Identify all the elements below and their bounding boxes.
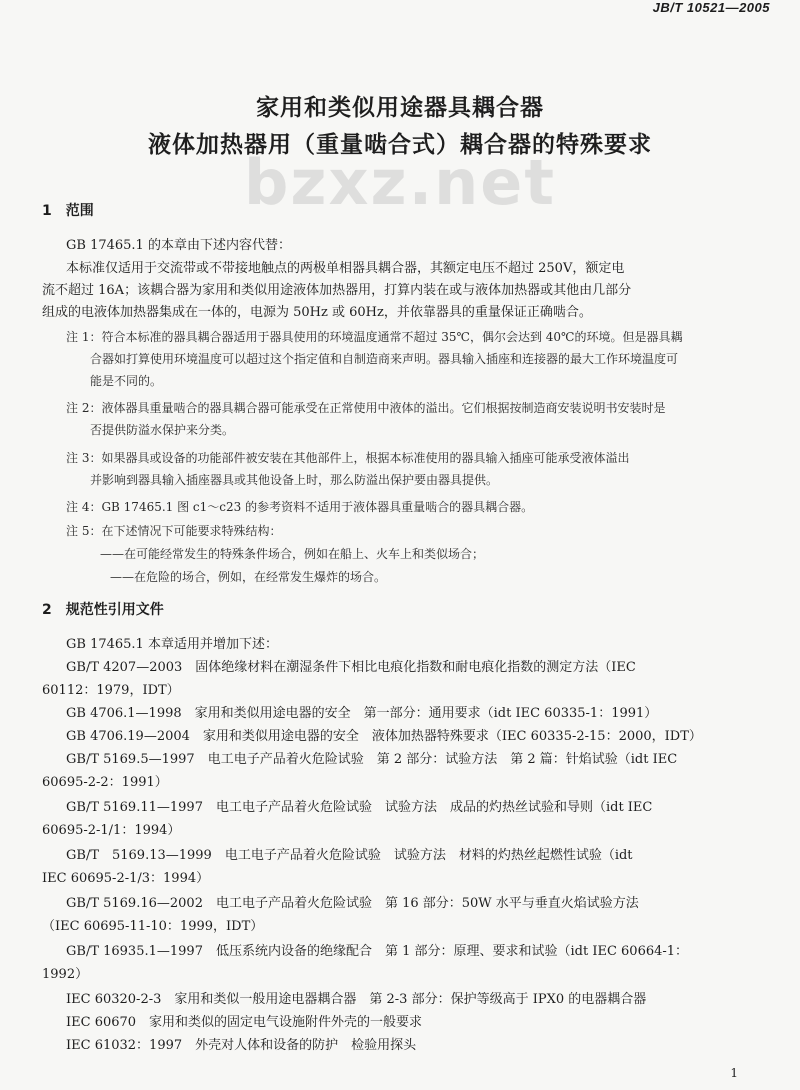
reference-line: GB/T 4207—2003 固体绝缘材料在潮湿条件下相比电痕化指数和耐电痕化指数的测定方法（IEC xyxy=(66,660,636,675)
note-3-line: 并影响到器具输入插座器具或其他设备上时，那么防溢出保护要由器具提供。 xyxy=(90,473,499,487)
watermark: bzxz.net xyxy=(244,146,556,219)
reference-line: GB/T 5169.16—2002 电工电子产品着火危险试验 第 16 部分：50W 水平与垂直火焰试验方法 xyxy=(66,896,639,911)
reference-line: GB/T 16935.1—1997 低压系统内设备的绝缘配合 第 1 部分：原理、要求和试验（idt IEC 60664-1： xyxy=(66,944,689,959)
reference-line: GB/T 5169.13—1999 电工电子产品着火危险试验 试验方法 材料的灼热丝起燃性试验（idt xyxy=(66,848,633,863)
document-title-line-1: 家用和类似用途器具耦合器 xyxy=(256,95,544,121)
reference-line: 1992） xyxy=(42,967,89,982)
note-5: 注 5：在下述情况下可能要求特殊结构： xyxy=(66,524,282,538)
reference-line: GB 4706.19—2004 家用和类似用途电器的安全 液体加热器特殊要求（IEC 60335-2-15：2000，IDT） xyxy=(66,729,702,744)
note-2-line: 否提供防溢水保护来分类。 xyxy=(90,423,235,437)
reference-line: IEC 60670 家用和类似的固定电气设施附件外壳的一般要求 xyxy=(66,1015,423,1030)
section-2-intro: GB 17465.1 本章适用并增加下述： xyxy=(66,637,278,652)
reference-line: GB 4706.1—1998 家用和类似用途电器的安全 第一部分：通用要求（idt IEC 60335-1：1991） xyxy=(66,706,658,721)
note-4: 注 4：GB 17465.1 图 c1～c23 的参考资料不适用于液体器具重量啮合的器具耦合器。 xyxy=(66,500,534,514)
note-5-item: ——在危险的场合，例如，在经常发生爆炸的场合。 xyxy=(110,570,387,584)
reference-line: 60112：1979，IDT） xyxy=(42,683,180,698)
reference-line: 60695-2-2：1991） xyxy=(42,775,168,790)
note-5-item: ——在可能经常发生的特殊条件场合，例如在船上、火车上和类似场合； xyxy=(100,547,485,561)
note-2-line: 注 2：液体器具重量啮合的器具耦合器可能承受在正常使用中液体的溢出。它们根据按制造商安装说明书安装时是 xyxy=(66,401,666,415)
note-1-line: 能是不同的。 xyxy=(90,374,163,388)
reference-line: GB/T 5169.5—1997 电工电子产品着火危险试验 第 2 部分：试验方法 第 2 篇：针焰试验（idt IEC xyxy=(66,752,678,767)
reference-line: 60695-2-1/1：1994） xyxy=(42,823,181,838)
standard-number: JB/T 10521—2005 xyxy=(652,0,770,15)
page-number: 1 xyxy=(730,1066,738,1080)
reference-line: GB/T 5169.11—1997 电工电子产品着火危险试验 试验方法 成品的灼热丝试验和导则（idt IEC xyxy=(66,800,653,815)
section-1-intro: GB 17465.1 的本章由下述内容代替： xyxy=(66,238,291,253)
scope-paragraph-line: 本标准仅适用于交流带或不带接地触点的两极单相器具耦合器，其额定电压不超过 250V，额定电 xyxy=(66,261,625,276)
section-2-heading: 2 规范性引用文件 xyxy=(42,602,164,618)
reference-line: IEC 60320-2-3 家用和类似一般用途电器耦合器 第 2-3 部分：保护等级高于 IPX0 的电器耦合器 xyxy=(66,992,647,1007)
section-1-heading: 1 范围 xyxy=(42,203,94,219)
reference-line: IEC 61032：1997 外壳对人体和设备的防护 检验用探头 xyxy=(66,1038,417,1053)
note-1-line: 注 1：符合本标准的器具耦合器适用于器具使用的环境温度通常不超过 35℃，偶尔会达到 40℃的环境。但是器具耦 xyxy=(66,330,683,344)
reference-line: IEC 60695-2-1/3：1994） xyxy=(42,871,210,886)
scope-paragraph-line: 流不超过 16A；该耦合器为家用和类似用途液体加热器用，打算内装在或与液体加热器或其他由几部分 xyxy=(42,283,632,298)
note-1-line: 合器如打算使用环境温度可以超过这个指定值和自制造商来声明。器具输入插座和连接器的最大工作环境温度可 xyxy=(90,352,679,366)
reference-line: （IEC 60695-11-10：1999，IDT） xyxy=(42,919,264,934)
document-title-line-2: 液体加热器用（重量啮合式）耦合器的特殊要求 xyxy=(148,132,652,158)
scope-paragraph-line: 组成的电液体加热器集成在一体的，电源为 50Hz 或 60Hz，并依靠器具的重量保证正确啮合。 xyxy=(42,305,592,320)
note-3-line: 注 3：如果器具或设备的功能部件被安装在其他部件上，根据本标准使用的器具输入插座可能承受液体溢出 xyxy=(66,451,630,465)
